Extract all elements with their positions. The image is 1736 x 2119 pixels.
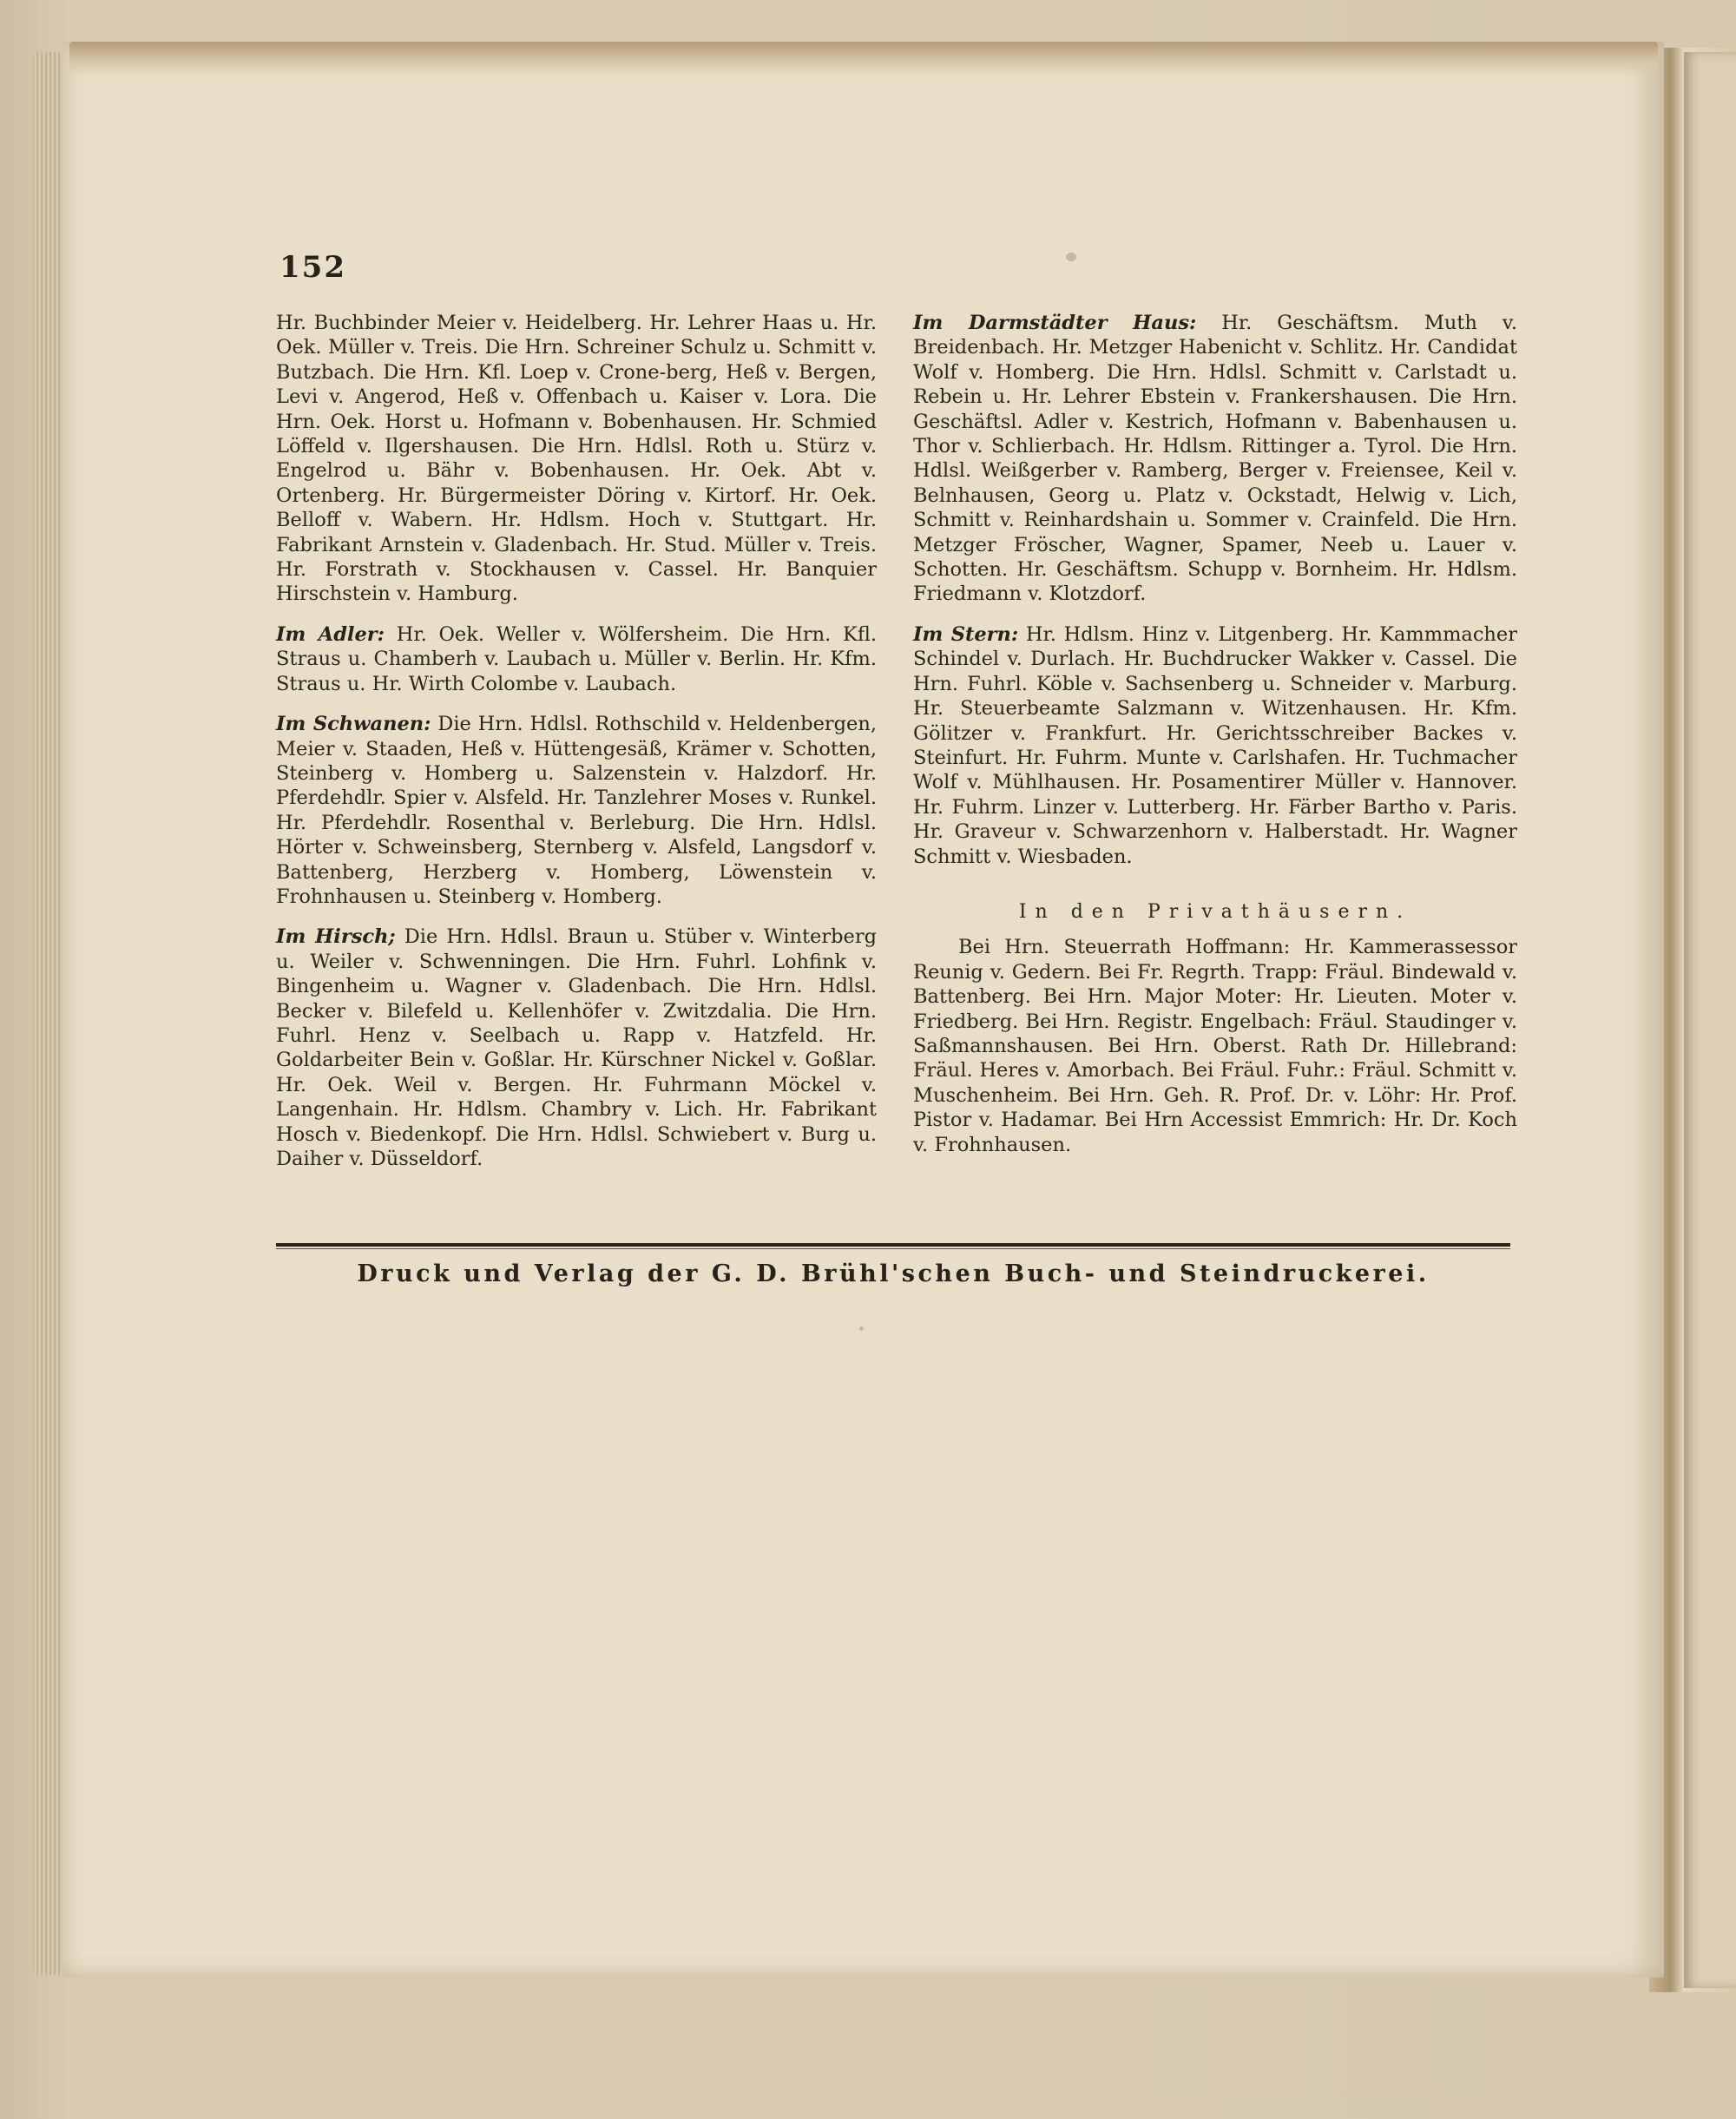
entry-im-darmstaedter-haus <box>913 311 1517 607</box>
entry-text: Die Hrn. Hdlsl. Rothschild v. Heldenbergen, Meier v. Staaden, Heß v. Hüttengesäß, Krämer v. Schotten, Steinberg v. Homberg u. Salzenstein v. Halzdorf. Hr. Pferdehdlr. Spier v. Alsfeld. Hr. Tanzlehrer Moses v. Runkel. Hr. Pferdehdlr. Rosenthal v. Berleburg. Die Hrn. Hdlsl. Hörter v. Schweinsberg, Sternberg v. Alsfeld, Langsdorf v. Battenberg, Herzberg v. Homberg, Löwenstein v. Frohnhausen u. Steinberg v. Homberg. <box>276 713 877 908</box>
entry-im-schwanen <box>276 712 877 909</box>
entry-heading: Im Hirsch; <box>276 925 396 949</box>
private-houses-text: Bei Hrn. Steuerrath Hoffmann: Hr. Kammerassessor Reunig v. Gedern. Bei Fr. Regrth. Trapp: Fräul. Bindewald v. Battenberg. Bei Hrn. Major Moter: Hr. Lieuten. Moter v. Friedberg. Bei Hrn. Registr. Engelbach: Fräul. Staudinger v. Saßmannshausen. Bei Hrn. Oberst. Rath Dr. Hillebrand: Fräul. Heres v. Amorbach. Bei Fräul. Fuhr.: Fräul. Schmitt v. Muschenheim. Bei Hrn. Geh. R. Prof. Dr. v. Löhr: Hr. Prof. Pistor v. Hadamar. Bei Hrn Accessist Emmrich: Hr. Dr. Koch v. Frohnhausen. <box>913 936 1517 1156</box>
printer-imprint: Druck und Verlag der G. D. Brühl'schen Buch- und Steindruckerei. <box>357 1260 1430 1287</box>
paper-spot <box>1066 253 1076 261</box>
private-houses-title: In den Privathäusern. <box>1018 900 1412 923</box>
entry-im-hirsch <box>276 925 877 1171</box>
right-column <box>913 311 1517 1173</box>
entry-heading: Im Schwanen: <box>276 713 431 736</box>
entry-heading: Im Darmstädter Haus: <box>913 312 1197 334</box>
entry-im-adler <box>276 622 877 696</box>
entry-im-stern <box>913 622 1517 869</box>
page-top-edge <box>69 42 1658 76</box>
entry-text: Hr. Oek. Weller v. Wölfersheim. Die Hrn. Kfl. Straus u. Chamberh v. Laubach u. Müller v. Berlin. Hr. Kfm. Straus u. Hr. Wirth Colombe v. Laubach. <box>276 622 877 695</box>
left-column <box>276 311 877 1187</box>
entry-text: Hr. Hdlsm. Hinz v. Litgenberg. Hr. Kammmacher Schindel v. Durlach. Hr. Buchdrucker Wakker v. Cassel. Die Hrn. Fuhrl. Köble v. Sachsenberg u. Schneider v. Marburg. Hr. Steuerbeamte Salzmann v. Witzenhausen. Hr. Kfm. Gölitzer v. Frankfurt. Hr. Gerichtsschreiber Backes v. Steinfurt. Hr. Fuhrm. Munte v. Carlshafen. Hr. Tuchmacher Wolf v. Mühlhausen. Hr. Posamentirer Müller v. Hannover. Hr. Fuhrm. Linzer v. Lutterberg. Hr. Färber Bartho v. Paris. Hr. Graveur v. Schwarzenhorn v. Halberstadt. Hr. Wagner Schmitt v. Wiesbaden. <box>913 622 1517 868</box>
page-number: 152 <box>279 250 346 285</box>
entry-text: Hr. Geschäftsm. Muth v. Breidenbach. Hr. Metzger Habenicht v. Schlitz. Hr. Candidat Wolf v. Homberg. Die Hrn. Hdlsl. Schmitt v. Carlstadt u. Rebein u. Hr. Lehrer Ebstein v. Frankershausen. Die Hrn. Geschäftsl. Adler v. Kestrich, Hofmann v. Babenhausen u. Thor v. Schlierbach. Hr. Hdlsm. Rittinger a. Tyrol. Die Hrn. Hdlsl. Weißgerber v. Ramberg, Berger v. Freiensee, Keil v. Belnhausen, Georg u. Platz v. Ockstadt, Helwig v. Lich, Schmitt v. Reinhardshain u. Sommer v. Crainfeld. Die Hrn. Metzger Fröscher, Wagner, Spamer, Neeb u. Lauer v. Schotten. Hr. Geschäftsm. Schupp v. Bornheim. Hr. Hdlsm. Friedmann v. Klotzdorf. <box>913 312 1517 606</box>
paper-spot <box>859 1326 864 1331</box>
entry-heading: Im Adler: <box>276 622 385 646</box>
facing-page-strip <box>1684 52 1736 1988</box>
left-intro-paragraph: Hr. Buchbinder Meier v. Heidelberg. Hr. Lehrer Haas u. Hr. Oek. Müller v. Treis. Die Hrn. Schreiner Schulz u. Schmitt v. Butzbach. Die Hrn. Kfl. Loep v. Crone-berg, Heß v. Bergen, Levi v. Angerod, Heß v. Offenbach u. Kaiser v. Lora. Die Hrn. Oek. Horst u. Hofmann v. Bobenhausen. Hr. Schmied Löffeld v. Ilgershausen. Die Hrn. Hdlsl. Roth u. Stürz v. Engelrod u. Bähr v. Bobenhausen. Hr. Oek. Abt v. Ortenberg. Hr. Bürgermeister Döring v. Kirtorf. Hr. Oek. Belloff v. Wabern. Hr. Hdlsm. Hoch v. Stuttgart. Hr. Fabrikant Arnstein v. Gladenbach. Hr. Stud. Müller v. Treis. Hr. Forstrath v. Stockhausen v. Cassel. Hr. Banquier Hirschstein v. Hamburg. <box>276 312 877 606</box>
footer-rule <box>276 1243 1510 1247</box>
entry-text: Die Hrn. Hdlsl. Braun u. Stüber v. Winterberg u. Weiler v. Schwenningen. Die Hrn. Fuhrl. Lohfink v. Bingenheim u. Wagner v. Gladenbach. Die Hrn. Hdlsl. Becker v. Bilefeld u. Kellenhöfer v. Zwitzdalia. Die Hrn. Fuhrl. Henz v. Seelbach u. Rapp v. Hatzfeld. Hr. Goldarbeiter Bein v. Goßlar. Hr. Kürschner Nickel v. Goßlar. Hr. Oek. Weil v. Bergen. Hr. Fuhrmann Möckel v. Langenhain. Hr. Hdlsm. Chambry v. Lich. Hr. Fabrikant Hosch v. Biedenkopf. Die Hrn. Hdlsl. Schwiebert v. Burg u. Daiher v. Düsseldorf. <box>276 925 877 1170</box>
footer-rule-thin <box>276 1248 1510 1249</box>
entry-heading: Im Stern: <box>913 622 1019 646</box>
